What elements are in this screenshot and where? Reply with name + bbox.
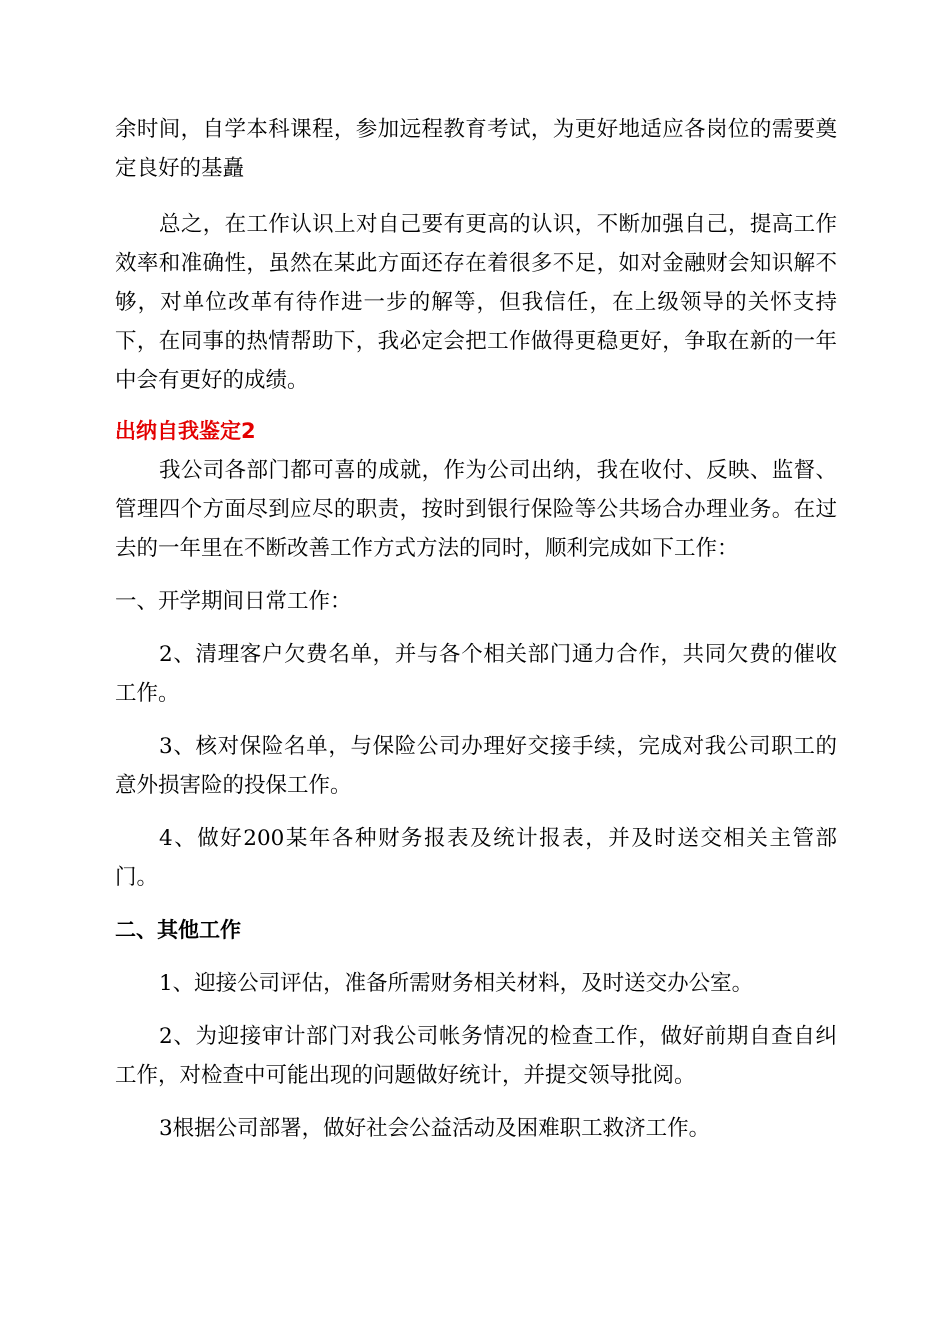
list-heading-daily-work: 一、开学期间日常工作： [115,589,352,614]
list-item-welfare: 3根据公司部署，做好社会公益活动及困难职工救济工作。 [159,1116,711,1141]
paragraph-summary: 总之，在工作认识上对自己要有更高的认识，不断加强自己，提高工作效率和准确性，虽然在某此方面还存在着很多不足，如对金融财会知识解不够，对单位改革有待作进一步的解等，但我信任，在上级领导的关怀支持下，在同事的热情帮助下，我必定会把工作做得更稳更好，争取在新的一年中会有更好的成绩。 [115,212,837,393]
paragraph-achievements: 我公司各部门都可喜的成就，作为公司出纳，我在收付、反映、监督、管理四个方面尽到应尽的职责，按时到银行保险等公共场合办理业务。在过去的一年里在不断改善工作方式方法的同时，顺利完成如下工作： [115,458,837,561]
list-item-arrears: 2、清理客户欠费名单，并与各个相关部门通力合作，共同欠费的催收工作。 [115,642,837,706]
section-heading-cashier-2: 出纳自我鉴定2 [115,419,256,443]
list-item-reports: 4、做好200某年各种财务报表及统计报表，并及时送交相关主管部门。 [115,826,837,890]
list-item-insurance: 3、核对保险名单，与保险公司办理好交接手续，完成对我公司职工的意外损害险的投保工作。 [115,734,837,798]
section-heading-other-work: 二、其他工作 [115,918,241,942]
list-item-evaluation: 1、迎接公司评估，准备所需财务相关材料，及时送交办公室。 [159,971,754,996]
document-body [115,110,837,1148]
paragraph-study: 余时间，自学本科课程，参加远程教育考试，为更好地适应各岗位的需要奠定良好的基矗 [115,117,837,181]
list-item-audit: 2、为迎接审计部门对我公司帐务情况的检查工作，做好前期自查自纠工作，对检查中可能出现的问题做好统计，并提交领导批阅。 [115,1024,837,1088]
